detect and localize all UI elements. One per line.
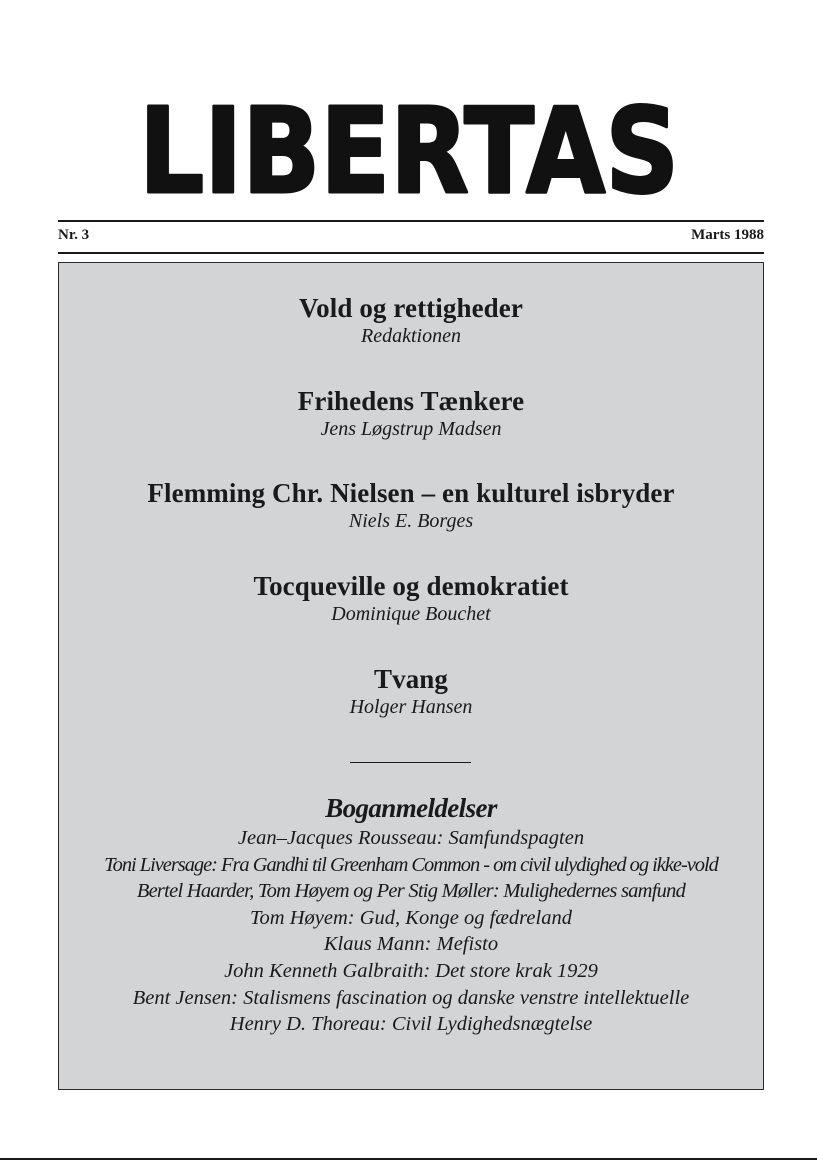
review-item: Tom Høyem: Gud, Konge og fædreland xyxy=(250,906,572,929)
section-divider xyxy=(350,762,471,763)
issue-number: Nr. 3 xyxy=(58,226,90,243)
article-author: Dominique Bouchet xyxy=(331,603,491,625)
libertas-logo xyxy=(129,82,689,220)
logo-text: LIBERTAS xyxy=(138,82,679,220)
article-author: Redaktionen xyxy=(361,325,461,347)
article-title: Tvang xyxy=(373,664,449,694)
article-entry xyxy=(59,293,763,348)
footer-rule xyxy=(0,1158,817,1160)
review-item: Jean–Jacques Rousseau: Samfundspagten xyxy=(237,827,585,849)
reviews-list xyxy=(59,825,763,1038)
masthead-logo xyxy=(0,82,817,220)
review-item: Klaus Mann: Mefisto xyxy=(323,933,499,956)
article-entry xyxy=(59,386,763,441)
reviews-heading: Boganmeldelser xyxy=(325,793,497,823)
issue-info xyxy=(58,224,764,246)
header-rule-bottom xyxy=(58,252,764,254)
article-author: Holger Hansen xyxy=(349,696,473,718)
review-item: Bertel Haarder, Tom Høyem og Per Stig Møller: Mulighedernes samfund xyxy=(136,880,686,903)
article-title: Tocqueville og demokratiet xyxy=(253,571,569,601)
review-item: Toni Liversage: Fra Gandhi til Greenham Common - om civil ulydighed og ikke-vold xyxy=(104,853,718,876)
article-entry xyxy=(59,478,763,533)
header-rule-top xyxy=(58,220,764,222)
article-author: Jens Løgstrup Madsen xyxy=(320,418,502,440)
review-item: John Kenneth Galbraith: Det store krak 1929 xyxy=(224,959,598,982)
article-title: Frihedens Tænkere xyxy=(297,386,525,416)
issue-date: Marts 1988 xyxy=(691,226,764,243)
article-title: Vold og rettigheder xyxy=(299,293,523,323)
article-entry xyxy=(59,664,763,719)
article-entry xyxy=(59,571,763,626)
article-title: Flemming Chr. Nielsen – en kulturel isbryder xyxy=(147,478,675,508)
review-item: Bent Jensen: Stalismens fascination og danske venstre intellektuelle xyxy=(132,986,690,1009)
article-author: Niels E. Borges xyxy=(348,510,474,532)
review-item: Henry D. Thoreau: Civil Lydighedsnægtelse xyxy=(229,1013,593,1036)
table-of-contents xyxy=(58,262,764,1090)
